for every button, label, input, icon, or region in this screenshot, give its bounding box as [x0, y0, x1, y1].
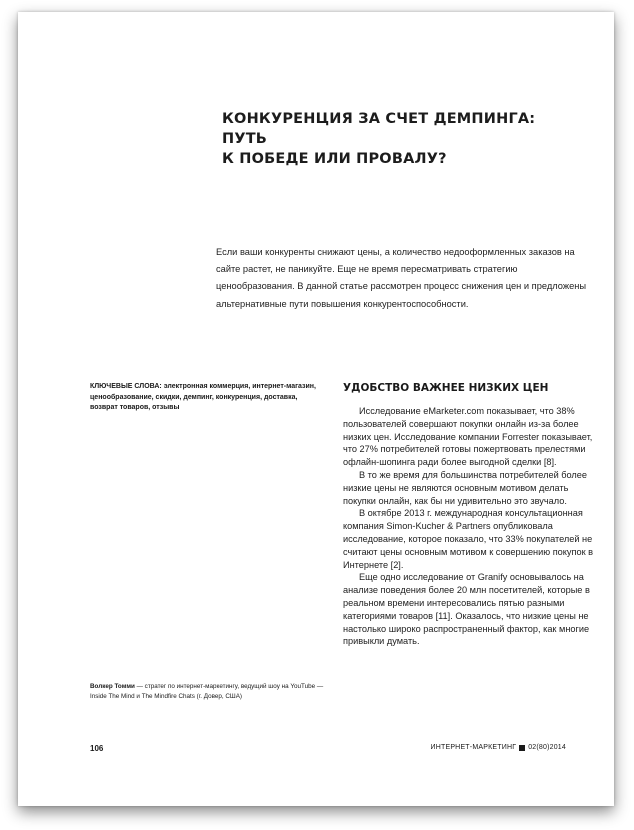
keywords-block	[90, 382, 322, 414]
keywords-label: КЛЮЧЕВЫЕ СЛОВА:	[90, 383, 162, 390]
article-title	[222, 109, 582, 169]
author-note	[90, 682, 330, 702]
body-paragraph: В то же время для большинства потребителей более низкие цены не являются основным мотивом делать покупки онлайн, как бы ни удивительно это звучало.	[343, 469, 587, 506]
body-paragraph: В октябре 2013 г. международная консультационная компания Simon-Kucher & Partners опубликовала исследование, которое показало, что 33% покупателей не считают цены основным мотивом к совершению покупок в Интернете [2].	[343, 508, 594, 570]
keywords-text: электронная коммерция, интернет-магазин, ценообразование, скидки, демпинг, конкуренция, доставка, возврат товаров, отзывы	[90, 383, 316, 411]
journal-issue: 02(80)2014	[528, 744, 566, 751]
page-number: 106	[90, 744, 104, 753]
body-paragraph: Исследование eMarketer.com показывает, что 38% пользователей совершают покупки онлайн из-за более низких цен. Исследование компании Forrester показывает, что 27% потребителей готовы пожертвовать прелестями офлайн-шопинга ради более выгодной сделки [8].	[343, 406, 593, 468]
journal-name: ИНТЕРНЕТ-МАРКЕТИНГ	[430, 744, 517, 751]
author-name: Волкер Томми	[90, 683, 135, 690]
journal-footer	[430, 744, 566, 751]
article-title-line-2: К ПОБЕДЕ ИЛИ ПРОВАЛУ?	[222, 151, 447, 167]
article-lead: Если ваши конкуренты снижают цены, а количество недооформленных заказов на сайте растет, не паникуйте. Еще не время пересматривать стратегию ценообразования. В данной статье рассмотрен процесс снижения цен и предложены альтернативные пути повышения конкурентоспособности.	[216, 247, 587, 309]
square-bullet-icon	[519, 745, 525, 751]
body-paragraph: Еще одно исследование от Granify основывалось на анализе поведения более 20 млн посетителей, которые в реальном времени интересовались пятью разными категориями товаров [11]. Оказалось, что низкие цены не настолько широко распространенный фактор, как многие привыкли думать.	[343, 572, 590, 647]
body-text-column	[343, 405, 601, 648]
author-description: — стратег по интернет-маркетингу, ведущий шоу на YouTube — Inside The Mind и The Mindfire Chats (г. Довер, США)	[90, 683, 324, 700]
article-title-line-1: КОНКУРЕНЦИЯ ЗА СЧЕТ ДЕМПИНГА: ПУТЬ	[222, 111, 536, 147]
section-heading: УДОБСТВО ВАЖНЕЕ НИЗКИХ ЦЕН	[343, 382, 549, 394]
journal-page	[18, 12, 614, 806]
